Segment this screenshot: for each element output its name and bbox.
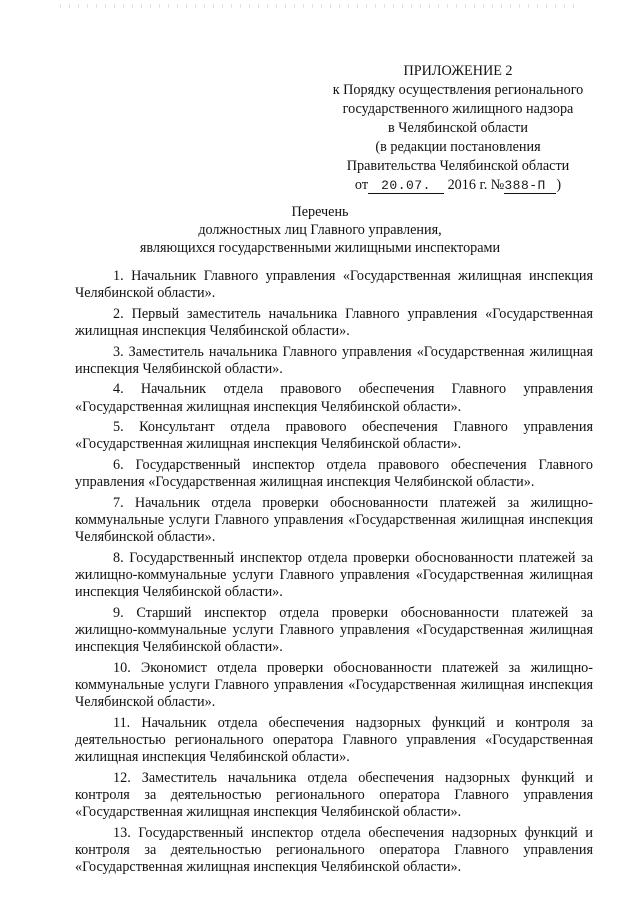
list-item: 9. Старший инспектор отдела проверки обоснованности платежей за жилищно-коммунальные услуги Главного управления «Государственная жилищная инспекция Челябинской области».	[75, 604, 593, 656]
appendix-line: в Челябинской области	[388, 120, 528, 136]
resolution-date-line	[318, 176, 598, 195]
list-item: 1. Начальник Главного управления «Государственная жилищная инспекция Челябинской области».	[75, 268, 593, 302]
appendix-line: Правительства Челябинской области	[346, 158, 570, 174]
appendix-line: государственного жилищного надзора	[342, 101, 574, 117]
list-item: 6. Государственный инспектор отдела правового обеспечения Главного управления «Государственная жилищная инспекция Челябинской области».	[75, 456, 593, 491]
scan-artifact	[60, 4, 580, 8]
appendix-line: (в редакции постановления	[375, 139, 541, 155]
list-item: 8. Государственный инспектор отдела проверки обоснованности платежей за жилищно-коммунальные услуги Главного управления «Государственная жилищная инспекция Челябинской области».	[75, 549, 593, 601]
title-line: являющихся государственными жилищными инспекторами	[139, 240, 501, 256]
closing-paren: )	[556, 177, 562, 193]
date-year: 2016 г. №	[447, 177, 505, 193]
list-item: 5. Консультант отдела правового обеспечения Главного управления «Государственная жилищная инспекция Челябинской области».	[75, 419, 593, 453]
appendix-header	[318, 62, 598, 195]
document-title	[60, 203, 580, 257]
date-value: 20.07.	[368, 178, 444, 194]
positions-list	[75, 268, 593, 880]
list-item: 10. Экономист отдела проверки обоснованности платежей за жилищно-коммунальные услуги Главного управления «Государственная жилищная инспекция Челябинской области».	[75, 659, 593, 711]
title-line: Перечень	[291, 204, 349, 220]
appendix-line: к Порядку осуществления регионального	[332, 82, 584, 98]
list-item: 2. Первый заместитель начальника Главного управления «Государственная жилищная инспекция Челябинской области».	[75, 305, 593, 339]
list-item: 13. Государственный инспектор отдела обеспечения надзорных функций и контроля за деятельностью регионального оператора Главного управления «Государственная жилищная инспекция Челябинской области».	[75, 824, 593, 876]
title-line: должностных лиц Главного управления,	[198, 222, 442, 238]
list-item: 3. Заместитель начальника Главного управления «Государственная жилищная инспекция Челябинской области».	[75, 343, 593, 377]
resolution-number: 388-П	[504, 178, 556, 194]
list-item: 7. Начальник отдела проверки обоснованности платежей за жилищно-коммунальные услуги Главного управления «Государственная жилищная инспекция Челябинской области».	[75, 494, 593, 546]
appendix-title: ПРИЛОЖЕНИЕ 2	[403, 63, 513, 79]
date-prefix: от	[354, 177, 369, 193]
list-item: 11. Начальник отдела обеспечения надзорных функций и контроля за деятельностью регионального оператора Главного управления «Государственная жилищная инспекция Челябинской области».	[75, 714, 593, 766]
list-item: 4. Начальник отдела правового обеспечения Главного управления «Государственная жилищная инспекция Челябинской области».	[75, 381, 593, 415]
list-item: 12. Заместитель начальника отдела обеспечения надзорных функций и контроля за деятельностью регионального оператора Главного управления «Государственная жилищная инспекция Челябинской области».	[75, 769, 593, 821]
